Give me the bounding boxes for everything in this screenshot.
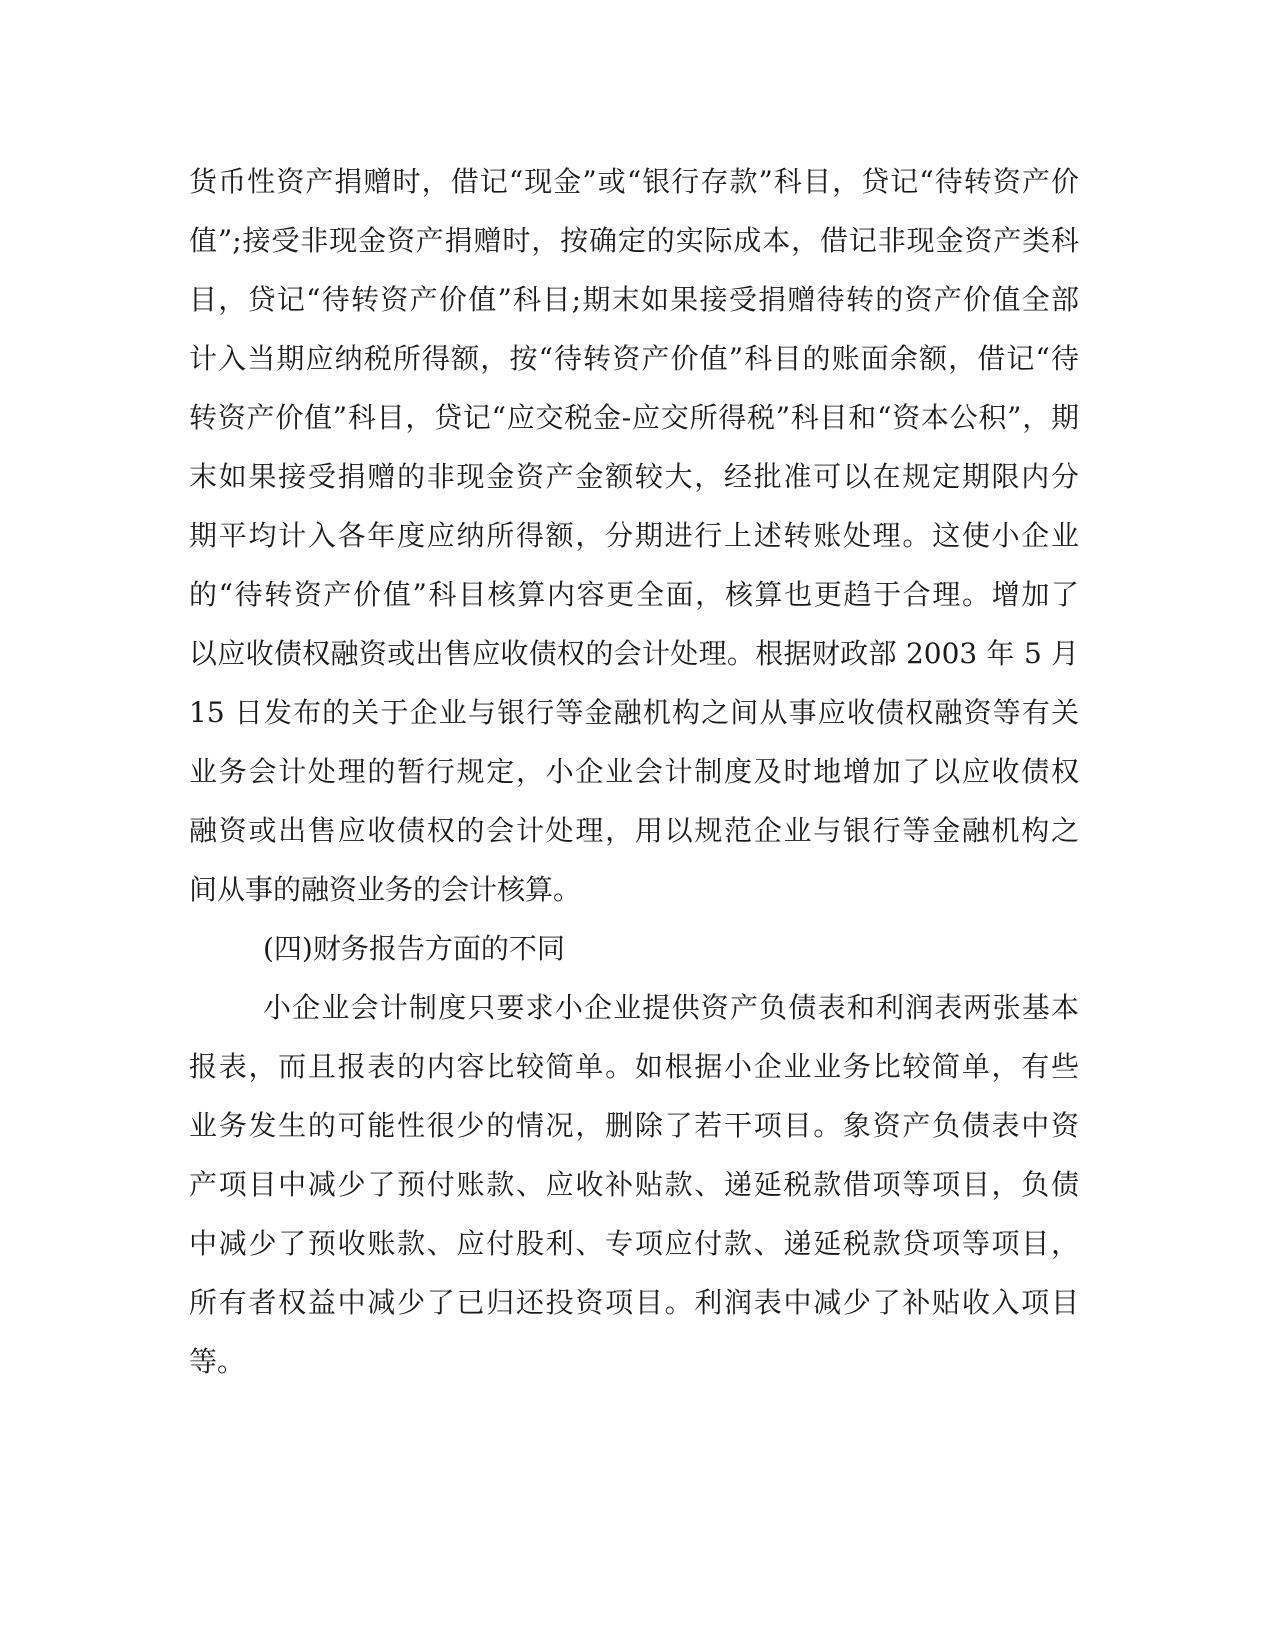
paragraph-1-line: 融资或出售应收债权的会计处理，用以规范企业与银行等金融机构之: [189, 814, 1079, 847]
section-heading: (四)财务报告方面的不同: [263, 932, 565, 965]
paragraph-1-line: 业务会计处理的暂行规定，小企业会计制度及时地增加了以应收债权: [189, 755, 1079, 788]
paragraph-2-line: 小企业会计制度只要求小企业提供资产负债表和利润表两张基本: [263, 991, 1079, 1024]
paragraph-2-line: 等。: [189, 1345, 246, 1378]
paragraph-2-line: 产项目中减少了预付账款、应收补贴款、递延税款借项等项目，负债: [189, 1168, 1079, 1201]
paragraph-1-line: 的“待转资产价值”科目核算内容更全面，核算也更趋于合理。增加了: [189, 578, 1079, 611]
paragraph-1-line: 15 日发布的关于企业与银行等金融机构之间从事应收债权融资等有关: [189, 696, 1079, 729]
paragraph-1-line: 转资产价值”科目，贷记“应交税金-应交所得税”科目和“资本公积”，期: [189, 401, 1079, 434]
paragraph-2-line: 所有者权益中减少了已归还投资项目。利润表中减少了补贴收入项目: [189, 1286, 1079, 1319]
paragraph-1-line: 期平均计入各年度应纳所得额，分期进行上述转账处理。这使小企业: [189, 519, 1079, 552]
paragraph-1-line: 目，贷记“待转资产价值”科目;期末如果接受捐赠待转的资产价值全部: [189, 283, 1079, 316]
paragraph-1-line: 间从事的融资业务的会计核算。: [189, 873, 582, 906]
paragraph-1-line: 值”;接受非现金资产捐赠时，按确定的实际成本，借记非现金资产类科: [189, 224, 1079, 257]
paragraph-2-line: 业务发生的可能性很少的情况，删除了若干项目。象资产负债表中资: [189, 1109, 1079, 1142]
paragraph-2-line: 报表，而且报表的内容比较简单。如根据小企业业务比较简单，有些: [189, 1050, 1079, 1083]
paragraph-1-line: 货币性资产捐赠时，借记“现金”或“银行存款”科目，贷记“待转资产价: [189, 165, 1079, 198]
paragraph-1-line: 以应收债权融资或出售应收债权的会计处理。根据财政部 2003 年 5 月: [189, 637, 1079, 670]
paragraph-2-line: 中减少了预收账款、应付股利、专项应付款、递延税款贷项等项目，: [189, 1227, 1079, 1260]
paragraph-1-line: 末如果接受捐赠的非现金资产金额较大，经批准可以在规定期限内分: [189, 460, 1079, 493]
paragraph-1-line: 计入当期应纳税所得额，按“待转资产价值”科目的账面余额，借记“待: [189, 342, 1079, 375]
